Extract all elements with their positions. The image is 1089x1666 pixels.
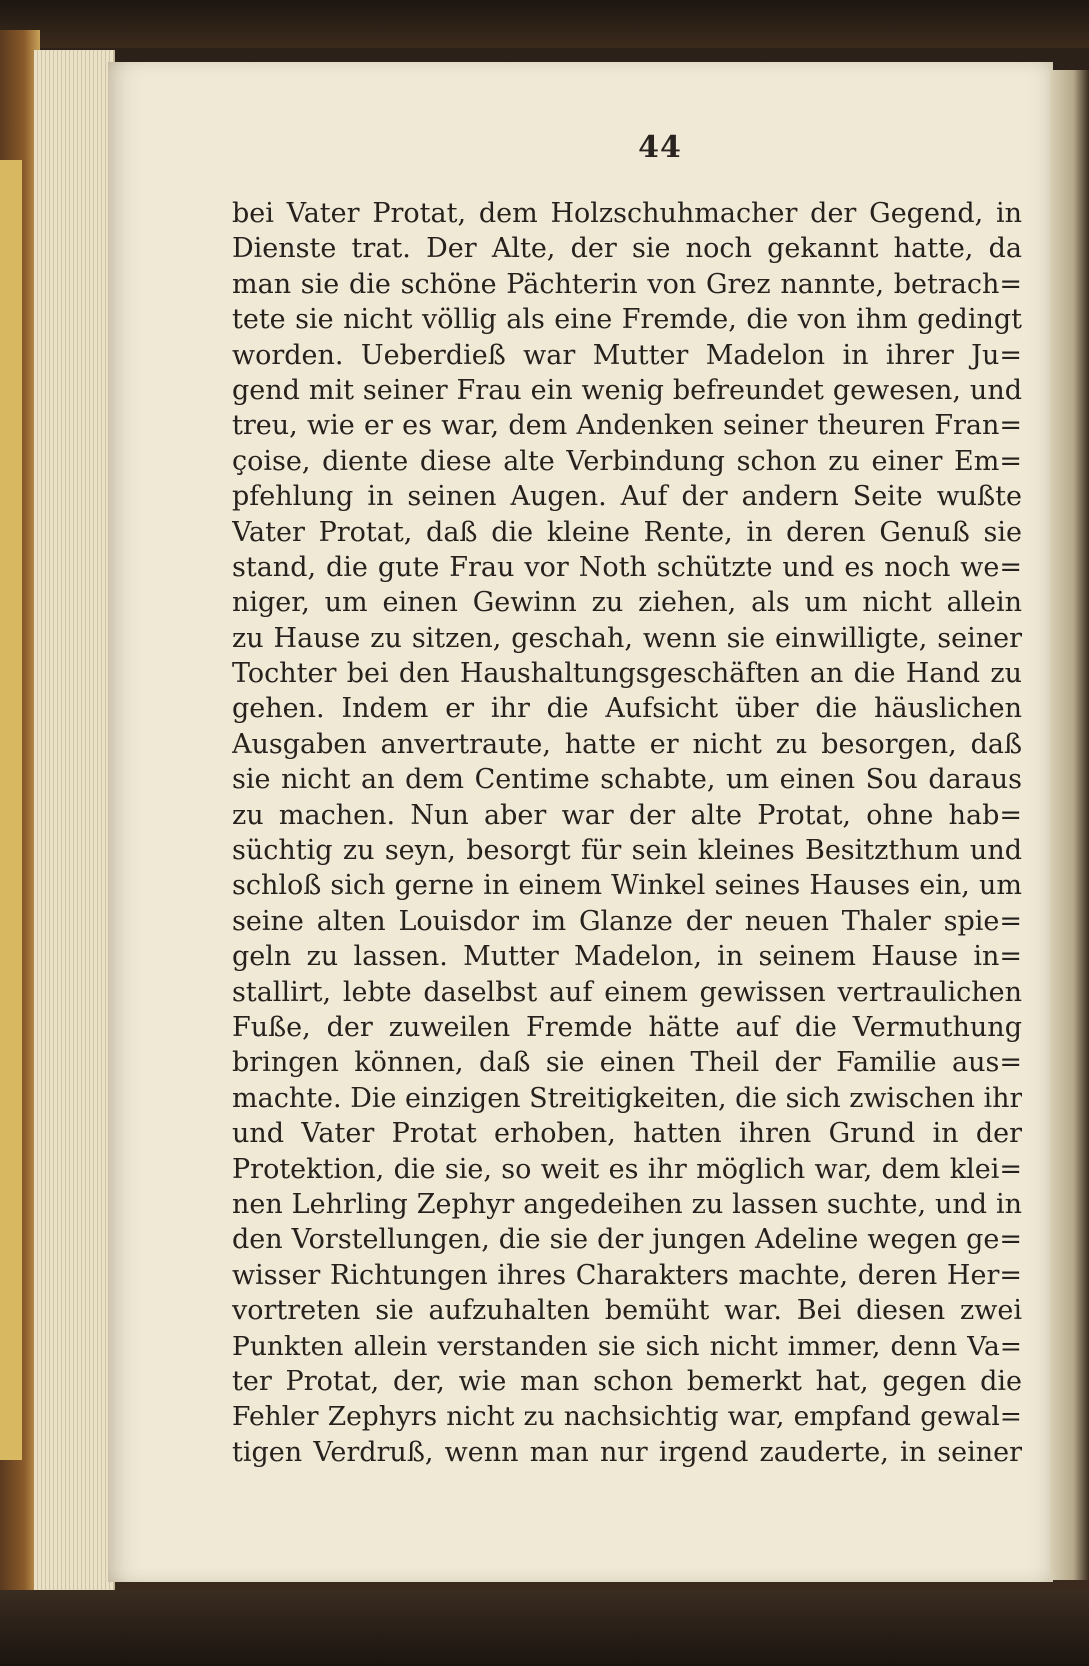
text-line: vortreten sie aufzuhalten bemüht war. Bei diesen zwei (232, 1295, 1022, 1327)
text-line: Punkten allein verstanden sie sich nicht immer, denn Va= (232, 1330, 1022, 1362)
text-line: wisser Richtungen ihres Charakters machte, deren Her= (232, 1259, 1022, 1291)
book-cover-bottom (0, 1590, 1089, 1666)
text-line: zu machen. Nun aber war der alte Protat, ohne hab= (232, 799, 1022, 831)
spine-band (0, 160, 22, 1460)
text-line: tete sie nicht völlig als eine Fremde, die von ihm gedingt (232, 304, 1022, 336)
text-line: seine alten Louisdor im Glanze der neuen Thaler spie= (232, 905, 1022, 937)
book-cover-top (0, 0, 1089, 48)
text-line: çoise, diente diese alte Verbindung schon zu einer Em= (232, 445, 1022, 477)
text-line: ter Protat, der, wie man schon bemerkt hat, gegen die (232, 1365, 1022, 1397)
text-line: treu, wie er es war, dem Andenken seiner theuren Fran= (232, 410, 1022, 442)
text-line: süchtig zu seyn, besorgt für sein kleines Besitzthum und (232, 835, 1022, 867)
text-line: gehen. Indem er ihr die Aufsicht über die häuslichen (232, 693, 1022, 725)
text-line: und Vater Protat erhoben, hatten ihren Grund in der (232, 1118, 1022, 1150)
text-line: stand, die gute Frau vor Noth schützte und es noch we= (232, 551, 1022, 583)
text-line: stallirt, lebte daselbst auf einem gewissen vertraulichen (232, 976, 1022, 1008)
text-line: Ausgaben anvertraute, hatte er nicht zu besorgen, daß (232, 728, 1022, 760)
text-line: Fehler Zephyrs nicht zu nachsichtig war, empfand gewal= (232, 1401, 1022, 1433)
text-line: zu Hause zu sitzen, geschah, wenn sie einwilligte, seiner (232, 622, 1022, 654)
text-line: worden. Ueberdieß war Mutter Madelon in ihrer Ju= (232, 339, 1022, 371)
text-line: geln zu lassen. Mutter Madelon, in seinem Hause in= (232, 941, 1022, 973)
text-line: tigen Verdruß, wenn man nur irgend zauderte, in seiner (232, 1436, 1022, 1468)
text-line: sie nicht an dem Centime schabte, um einen Sou daraus (232, 764, 1022, 796)
text-line: Protektion, die sie, so weit es ihr möglich war, dem klei= (232, 1153, 1022, 1185)
page-edges (34, 50, 115, 1590)
page-right-edge (1050, 70, 1089, 1580)
text-line: Vater Protat, daß die kleine Rente, in deren Genuß sie (232, 516, 1022, 548)
text-line: machte. Die einzigen Streitigkeiten, die sich zwischen ihr (232, 1082, 1022, 1114)
text-line: Fuße, der zuweilen Fremde hätte auf die Vermuthung (232, 1011, 1022, 1043)
text-line: gend mit seiner Frau ein wenig befreundet gewesen, und (232, 374, 1022, 406)
text-line: Dienste trat. Der Alte, der sie noch gekannt hatte, da (232, 233, 1022, 265)
text-line: pfehlung in seinen Augen. Auf der andern Seite wußte (232, 481, 1022, 513)
text-line: nen Lehrling Zephyr angedeihen zu lassen suchte, und in (232, 1188, 1022, 1220)
text-line: den Vorstellungen, die sie der jungen Adeline wegen ge= (232, 1224, 1022, 1256)
text-line: niger, um einen Gewinn zu ziehen, als um nicht allein (232, 587, 1022, 619)
text-line: bei Vater Protat, dem Holzschuhmacher der Gegend, in (232, 198, 1022, 229)
text-line: Tochter bei den Haushaltungsgeschäften an die Hand zu (232, 658, 1022, 690)
page-number: 44 (638, 130, 682, 165)
text-line: bringen können, daß sie einen Theil der Familie aus= (232, 1047, 1022, 1079)
text-line: man sie die schöne Pächterin von Grez nannte, betrach= (232, 268, 1022, 300)
text-line: schloß sich gerne in einem Winkel seines Hauses ein, um (232, 870, 1022, 902)
body-text (232, 196, 1022, 1470)
